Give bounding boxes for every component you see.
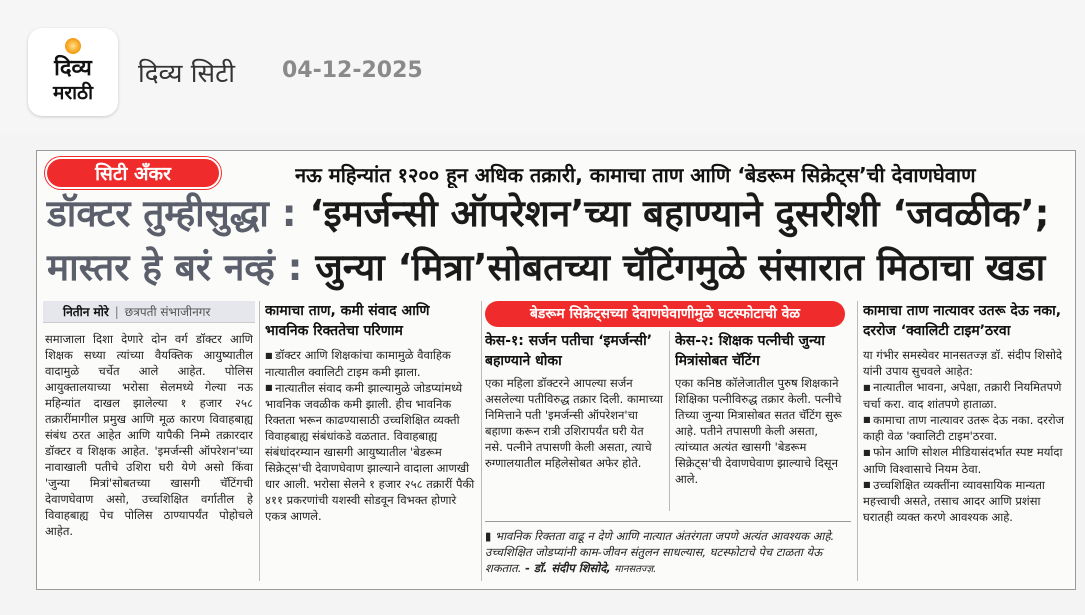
solutions-bullet-2: ■ कामाचा ताण नात्यावर उतरू देऊ नका. दररोज काही वेळ 'क्वालिटी टाइम'ठरवा.: [863, 412, 1071, 445]
solutions-bullet-1: ■ नात्यातील भावना, अपेक्षा, तक्रारी नियमितपणे चर्चा करा. वाद शांतपणे हाताळा.: [863, 379, 1071, 412]
kicker-badge: [45, 157, 221, 189]
causes-bullet-2: ■ नात्यातील संवाद कमी झाल्यामुळे जोडप्यांमध्ये भावनिक जवळीक कमी झाली. हीच भावनिक रिक्तता भरून काढण्यासाठी उच्चशिक्षित व्यक्ती विवाहबाह्य संबंधांकडे वळतात. विवाहबाह्य संबंधांदरम्यान खासगी आयुष्यातील 'बेडरूम सिक्रेट्स'ची देवाणघेवाण झाल्याने वादाला आणखी धार आली. भरोसा सेलने १ हजार २५८ तक्रारीं पैकी ४११ प्रकरणांची यशस्वी सोडवून विभक्त होणारे एकत्र आणले.: [265, 380, 477, 525]
causes-heading: कामाचा ताण, कमी संवाद आणि भावनिक रिक्ततेचा परिणाम: [265, 303, 430, 339]
headline-1-rest: ‘इमर्जन्सी ऑपरेशन’च्या बहाण्याने दुसरीशी ‘जवळीक’;: [309, 192, 1050, 235]
quote-attribution: - डॉ. संदीप शिसोदे,: [525, 561, 611, 575]
column-causes: [265, 301, 477, 581]
section-banner: बेडरूम सिक्रेट्सच्या देवाणघेवाणीमुळे घटस्फोटाची वेळ: [485, 301, 845, 327]
column-divider: [669, 331, 670, 511]
expert-quote: [485, 521, 851, 583]
case-1-text: एका महिला डॉक्टरने आपल्या सर्जन असलेल्या पतीविरुद्ध तक्रार दिली. कामाच्या निमित्ताने पती 'इमर्जन्सी ऑपरेशन'चा बहाणा करून रात्री उशिरापर्यंत घरी येत नसे. पत्नीने तपासणी केली असता, त्याचे रुग्णालयातील महिलेसोबत अफेर होते.: [485, 376, 663, 470]
column-divider: [481, 301, 482, 581]
source-name[interactable]: दिव्य सिटी: [138, 59, 235, 89]
case-2-text: एका कनिष्ठ कॉलेजातील पुरुष शिक्षकाने शिक्षिका पत्नीविरुद्ध तक्रार केली. पत्नीचे तिच्या जुन्या मित्रासोबत सतत चॅटिंग सुरू आहे. पतीने तपासणी केली असता, त्यांच्यात अत्यंत खासगी 'बेडरूम सिक्रेट्स'ची देवाणघेवाण झाल्याचे दिसून आले.: [675, 376, 842, 486]
newspaper-clipping: [36, 150, 1076, 590]
case-2: [675, 331, 851, 511]
byline-name: नितीन मोरे: [63, 305, 109, 319]
column-solutions: [863, 301, 1071, 586]
column-divider: [259, 301, 260, 581]
kicker-label: सिटी अँकर: [95, 163, 171, 185]
quote-marker: ▮: [485, 529, 495, 543]
byline-separator: |: [114, 305, 119, 319]
sun-icon: [65, 38, 81, 54]
headline-line-2: [47, 246, 1046, 289]
case-2-heading: केस-२: शिक्षक पत्नीची जुन्या मित्रांसोबत चॅटिंग: [675, 333, 825, 369]
byline: [43, 301, 255, 323]
headline-line-1: [47, 192, 1050, 235]
logo-text-line2: मराठी: [52, 82, 93, 104]
headline-1-lead: डॉक्टर तुम्हीसुद्धा :: [47, 192, 297, 235]
byline-place: छत्रपती संभाजीनगर: [124, 305, 211, 319]
quote-text: भावनिक रिक्तता वाढू न देणे आणि नात्यात अंतरंगता जपणे अत्यंत आवश्यक आहे. उच्चशिक्षित जोडप्यांनी काम-जीवन संतुलन साधल्यास, घटस्फोटाचे पेच टाळता येऊ शकतात.: [485, 529, 835, 575]
headline-2-lead: मास्तर हे बरं नव्हं :: [47, 246, 303, 289]
column-intro: [45, 331, 253, 581]
quote-role: मानसतज्ज्ञ.: [614, 564, 657, 575]
divya-marathi-logo[interactable]: [28, 28, 118, 116]
solutions-heading: कामाचा ताण नात्यावर उतरू देऊ नका, दररोज ‘क्वालिटी टाइम’ठरवा: [863, 303, 1062, 339]
subheadline: नऊ महिन्यांत १२०० हून अधिक तक्रारी, कामाचा ताण आणि ‘बेडरूम सिक्रेट्स’ची देवाणघेवाण: [295, 163, 976, 187]
source-header: [0, 0, 1085, 135]
headline-2-rest: जुन्या ‘मित्रा’सोबतच्या चॅटिंगमुळे संसारात मिठाचा खडा: [315, 246, 1046, 289]
solutions-bullet-3: ■ फोन आणि सोशल मीडियासंदर्भात स्पष्ट मर्यादा आणि विश्वासाचे नियम ठेवा.: [863, 444, 1071, 477]
solutions-intro: या गंभीर समस्येवर मानसतज्ज्ञ डॉ. संदीप शिसोदे यांनी उपाय सुचवले आहेत:: [863, 348, 1063, 378]
intro-text: समाजाला दिशा देणारे दोन वर्ग डॉक्टर आणि शिक्षक सध्या त्यांच्या वैयक्तिक आयुष्यातील वादामुळे चर्चेत आले आहेत. पोलिस आयुक्तालयाच्या भरोसा सेलमध्ये गेल्या नऊ महिन्यांत दाखल झालेल्या १ हजार २५८ तक्रारींमागील प्रमुख आणि मूळ कारण विवाहबाह्य संबंध ठरत आहेत आणि यापैकी निम्मे तक्रारदार डॉक्टर व शिक्षक आहेत. 'इमर्जन्सी ऑपरेशन'च्या नावाखाली पतीचे उशिरा घरी येणे असो किंवा 'जुन्या मित्रां'सोबतच्या खासगी चॅटिंगची देवाणघेवाण असो, उच्चशिक्षित वर्गातील हे विवाहबाह्य पेच पोलिस ठाण्यापर्यंत पोहोचले आहेत.: [45, 332, 253, 538]
column-divider: [857, 301, 858, 581]
causes-bullet-1: ■ डॉक्टर आणि शिक्षकांचा कामामुळे वैवाहिक नात्यातील क्वालिटी टाइम कमी झाला.: [265, 347, 477, 380]
case-1: [485, 331, 663, 511]
logo-text-line1: दिव्य: [54, 56, 92, 81]
publish-date: 04-12-2025: [282, 58, 423, 83]
solutions-bullet-4: ■ उच्चशिक्षित व्यक्तींना व्यावसायिक मान्यता महत्त्वाची असते, तसाच आदर आणि प्रशंसा घरातही व्यक्त करणे आवश्यक आहे.: [863, 477, 1071, 526]
case-1-heading: केस-१: सर्जन पतीचा ‘इमर्जन्सी’ बहाण्याने धोका: [485, 333, 653, 369]
